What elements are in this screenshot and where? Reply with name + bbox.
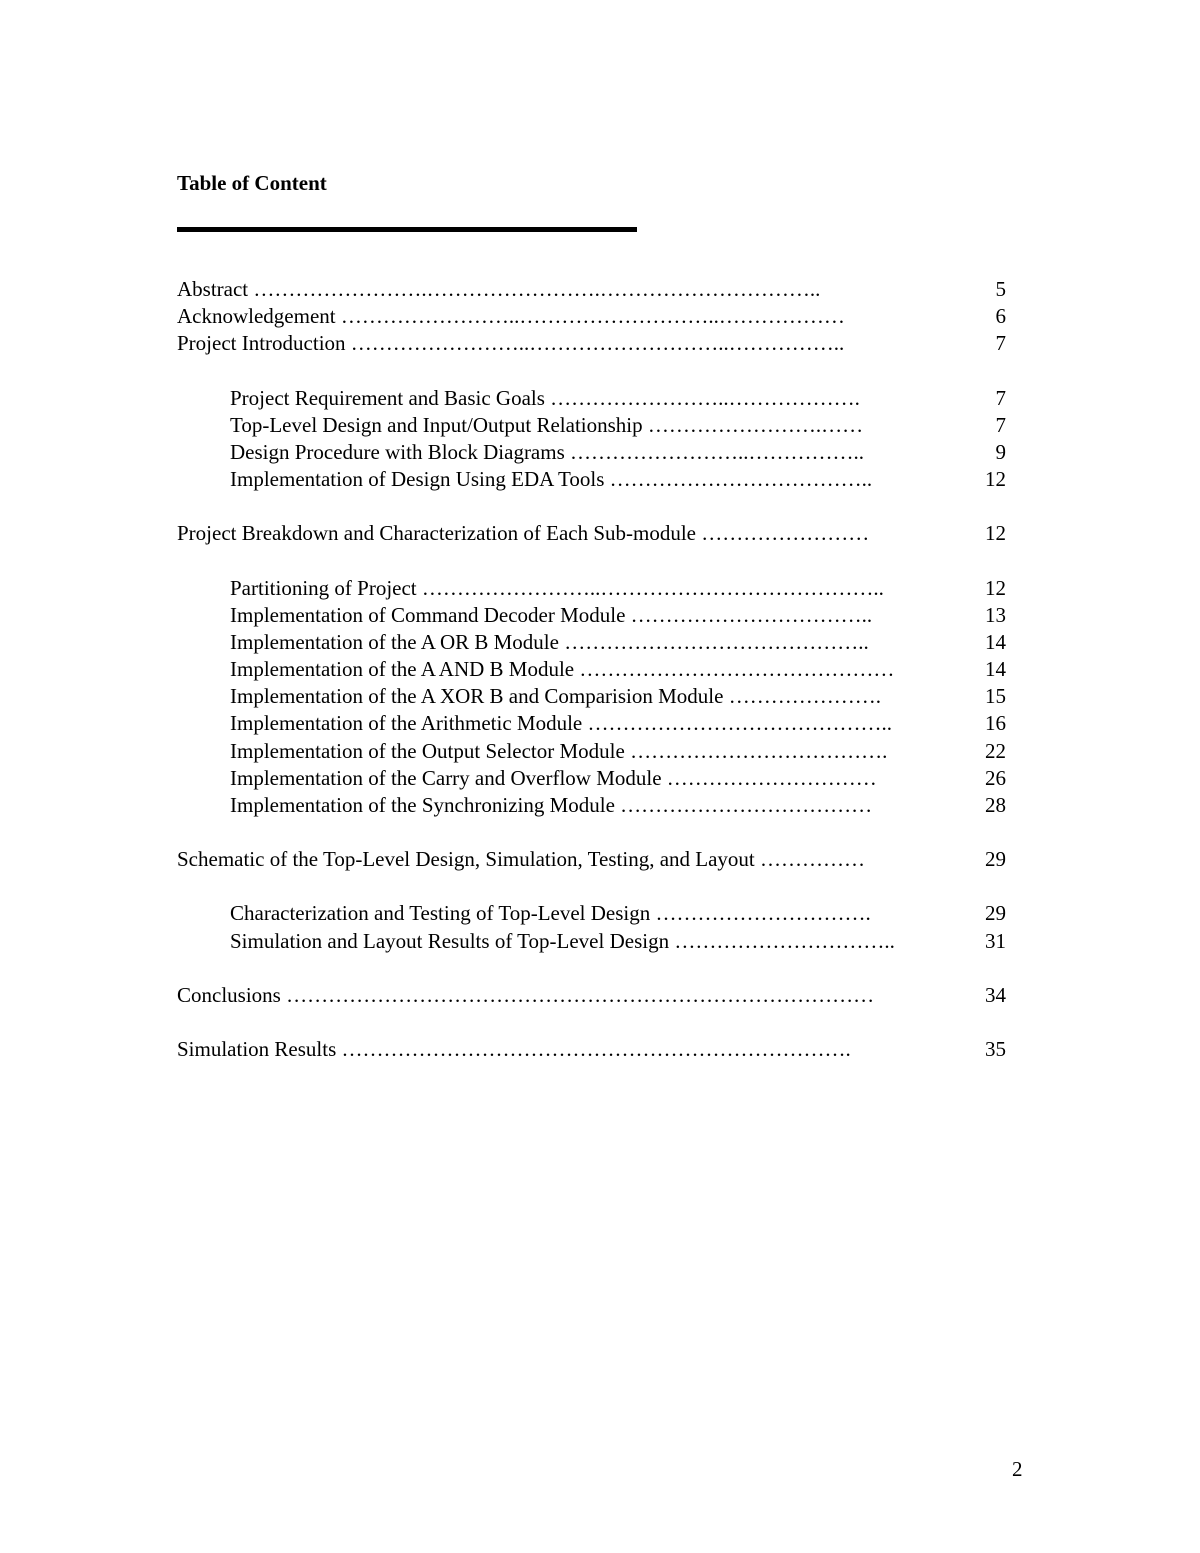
toc-entry-text: Implementation of the Output Selector Module ………………………………. [230, 738, 888, 763]
toc-entry-row [0, 466, 1200, 493]
toc-entry-text: Implementation of the Synchronizing Module ……………………………… [230, 793, 873, 817]
toc-page-number: 31 [985, 928, 1006, 953]
toc-page-number: 26 [985, 765, 1006, 790]
toc-entry-row [0, 412, 1200, 439]
toc-page-number: 14 [985, 657, 1006, 682]
toc-entry-row [0, 738, 1200, 765]
toc-page-number: 9 [995, 439, 1006, 464]
toc-entry-text: Acknowledgement ……………………..………………………..……………… [177, 304, 845, 329]
table-of-contents [0, 276, 1200, 1063]
toc-entry-text: Partitioning of Project ……………………..………………………………….. [230, 575, 884, 600]
toc-entry-text: Project Breakdown and Characterization of Each Sub-module …………………… [177, 521, 870, 546]
toc-page-number: 6 [995, 304, 1006, 329]
toc-page-number: 16 [985, 711, 1006, 736]
toc-page-number: 7 [995, 385, 1006, 410]
page-title: Table of Content [177, 171, 327, 195]
title-underline [177, 227, 637, 232]
toc-entry-text: Implementation of the A OR B Module …………………………………….. [230, 629, 869, 654]
toc-entry-text: Conclusions ………………………………………………………………………… [177, 982, 875, 1007]
toc-page-number: 22 [985, 738, 1006, 763]
toc-entry-text: Implementation of Design Using EDA Tools ……………………………….. [230, 467, 873, 492]
toc-entry-row [0, 330, 1200, 357]
toc-entry-text: Simulation and Layout Results of Top-Level Design ………………………….. [230, 928, 895, 953]
toc-entry-row [0, 520, 1200, 547]
toc-entry-text: Characterization and Testing of Top-Level Design …………………………. [230, 901, 871, 926]
toc-page-number: 29 [985, 901, 1006, 926]
toc-entry-text: Implementation of the Arithmetic Module …………………………………….. [230, 711, 893, 736]
toc-entry-row [0, 575, 1200, 602]
toc-entry-text: Abstract …………………….…………………….………………………….. [177, 277, 821, 301]
toc-entry-text: Project Introduction ……………………..………………………..…………….. [177, 331, 845, 356]
toc-entry-row [0, 656, 1200, 683]
toc-entry-row [0, 683, 1200, 710]
toc-entry-row [0, 1036, 1200, 1063]
toc-entry-row [0, 276, 1200, 303]
toc-page-number: 7 [995, 412, 1006, 437]
toc-page-number: 5 [995, 277, 1006, 301]
toc-page-number: 7 [995, 331, 1006, 356]
toc-entry-row [0, 982, 1200, 1009]
toc-entry-row [0, 629, 1200, 656]
toc-entry-row [0, 765, 1200, 792]
toc-page-number: 12 [985, 521, 1006, 546]
toc-entry-text: Schematic of the Top-Level Design, Simulation, Testing, and Layout …………… [177, 847, 866, 872]
toc-page-number: 34 [985, 982, 1006, 1007]
toc-page-number: 29 [985, 847, 1006, 872]
toc-entry-text: Implementation of the A XOR B and Comparision Module …………………. [230, 684, 881, 709]
toc-page-number: 35 [985, 1036, 1006, 1061]
toc-entry-text: Project Requirement and Basic Goals ……………………..………………. [230, 385, 860, 410]
toc-page-number: 14 [985, 629, 1006, 654]
toc-entry-text: Implementation of Command Decoder Module …………………………….. [230, 602, 873, 627]
toc-entry-row [0, 303, 1200, 330]
toc-entry-row [0, 710, 1200, 737]
toc-page-number: 15 [985, 684, 1006, 709]
toc-entry-row [0, 602, 1200, 629]
toc-entry-row [0, 900, 1200, 927]
toc-entry-row [0, 385, 1200, 412]
page-number: 2 [1012, 1457, 1023, 1481]
toc-entry-row [0, 439, 1200, 466]
toc-entry-text: Simulation Results ………………………………………………………………. [177, 1036, 851, 1061]
toc-entry-row [0, 846, 1200, 873]
toc-entry-text: Implementation of the A AND B Module ……………………………………… [230, 657, 895, 682]
toc-entry-text: Top-Level Design and Input/Output Relationship …………………….…… [230, 412, 864, 437]
toc-page-number: 12 [985, 575, 1006, 600]
toc-entry-row [0, 928, 1200, 955]
toc-entry-text: Implementation of the Carry and Overflow Module ………………………… [230, 765, 877, 790]
toc-entry-row [0, 792, 1200, 819]
toc-entry-text: Design Procedure with Block Diagrams ……………………..…………….. [230, 439, 865, 464]
toc-page-number: 12 [985, 467, 1006, 492]
toc-page-number: 13 [985, 602, 1006, 627]
toc-page-number: 28 [985, 793, 1006, 817]
